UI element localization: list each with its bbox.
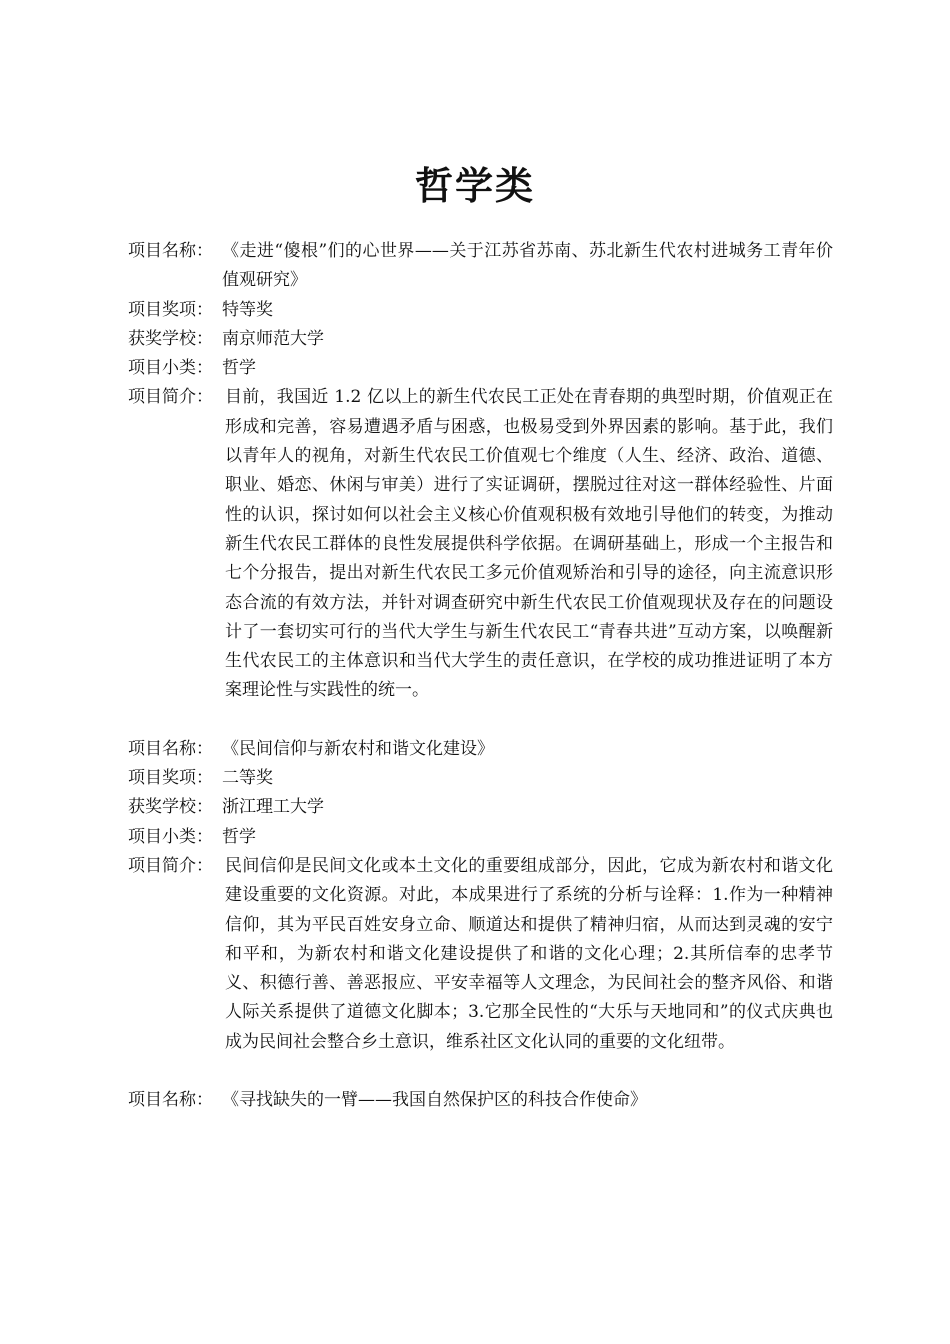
project-school: 浙江理工大学 [222, 797, 324, 818]
project-summary-label: 项目简介： [128, 387, 213, 408]
project-entry [128, 735, 833, 1057]
project-school-label: 获奖学校： [128, 797, 213, 818]
project-school-row [128, 793, 833, 822]
project-entry [128, 237, 833, 706]
project-name: 《民间信仰与新农村和谐文化建设》 [222, 738, 494, 759]
project-entry [128, 1086, 833, 1115]
project-name-label: 项目名称： [128, 1090, 213, 1111]
project-award: 特等奖 [222, 299, 273, 320]
page-title: 哲学类 [414, 163, 535, 208]
project-summary: 民间信仰是民间文化或本土文化的重要组成部分，因此，它成为新农村和谐文化建设重要的文化资源。对此，本成果进行了系统的分析与诠释：1.作为一种精神信仰，其为平民百姓安身立命、顺道达和提供了精神归宿，从而达到灵魂的安宁和平和，为新农村和谐文化建设提供了和谐的文化心理；2.其所信奉的忠孝节义、积德行善、善恶报应、平安幸福等人文理念，为民间社会的整齐风俗、和谐人际关系提供了道德文化脚本；3.它那全民性的“大乐与天地同和”的仪式庆典也成为民间社会整合乡土意识，维系社区文化认同的重要的文化纽带。 [225, 855, 833, 1052]
project-summary-row [128, 383, 833, 705]
project-category-label: 项目小类： [128, 826, 213, 847]
project-school-label: 获奖学校： [128, 328, 213, 349]
project-category-row [128, 354, 833, 383]
project-summary-label: 项目简介： [128, 855, 213, 876]
project-name-row [128, 1086, 833, 1115]
project-award-label: 项目奖项： [128, 299, 213, 320]
project-school-row [128, 325, 833, 354]
project-summary-row [128, 852, 833, 1057]
project-school: 南京师范大学 [222, 328, 324, 349]
project-name-row [128, 735, 833, 764]
project-category-label: 项目小类： [128, 358, 213, 379]
project-name-label: 项目名称： [128, 241, 213, 261]
project-award-label: 项目奖项： [128, 768, 213, 789]
document-body [128, 237, 833, 1115]
project-category: 哲学 [222, 826, 256, 847]
project-name-label: 项目名称： [128, 738, 213, 759]
project-name: 《走进“傻根”们的心世界——关于江苏省苏南、苏北新生代农村进城务工青年价值观研究》 [222, 241, 833, 291]
project-award-row [128, 296, 833, 325]
project-category-row [128, 823, 833, 852]
project-summary: 目前，我国近 1.2 亿以上的新生代农民工正处在青春期的典型时期，价值观正在形成和完善，容易遭遇矛盾与困惑，也极易受到外界因素的影响。基于此，我们以青年人的视角，对新生代农民工价值观七个维度（人生、经济、政治、道德、职业、婚恋、休闲与审美）进行了实证调研，摆脱过往对这一群体经验性、片面性的认识，探讨如何以社会主义核心价值观积极有效地引导他们的转变，为推动新生代农民工群体的良性发展提供科学依据。在调研基础上，形成一个主报告和七个分报告，提出对新生代农民工多元价值观矫治和引导的途径，向主流意识形态合流的有效方法，并针对调查研究中新生代农民工价值观现状及存在的问题设计了一套切实可行的当代大学生与新生代农民工“青春共进”互动方案，以唤醒新生代农民工的主体意识和当代大学生的责任意识，在学校的成功推进证明了本方案理论性与实践性的统一。 [225, 387, 833, 701]
project-category: 哲学 [222, 358, 256, 379]
project-name: 《寻找缺失的一臂——我国自然保护区的科技合作使命》 [222, 1090, 647, 1111]
project-award: 二等奖 [222, 768, 273, 789]
project-award-row [128, 764, 833, 793]
project-name-row [128, 237, 833, 296]
